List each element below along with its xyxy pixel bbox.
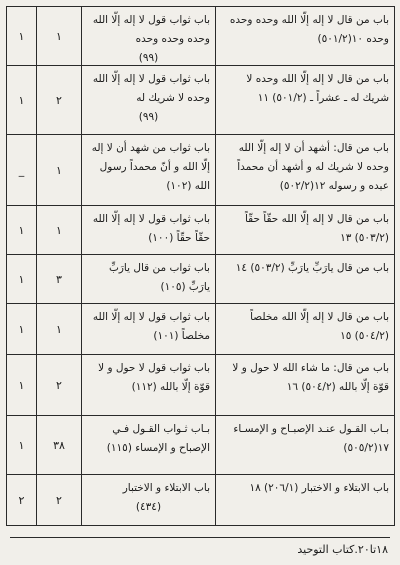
thawab-cell [81, 66, 215, 134]
thawab-title: باب ثواب من قال يارَبِّ يارَبِّ (١٠٥) [108, 262, 210, 293]
count-a-cell: ٣ [36, 255, 81, 303]
chapter-cell: باب من قال لا إله إلّا الله حقّاً حقّاً (٥٠٣/٢) ١٣ [215, 206, 394, 254]
chapter-cell: باب من قال يارَبِّ يارَبِّ (٥٠٣/٢) ١٤ [215, 255, 394, 303]
table-row [7, 66, 394, 135]
thawab-ref: (٤٣٤) [135, 501, 162, 513]
thawab-title: باب ثواب قول لا حول و لا قوّة إلّا بالله (١١٢) [98, 362, 210, 393]
chapter-cell: باب الابتلاء و الاختبار (٢٠٦/١) ١٨ [215, 475, 394, 525]
count-a-cell: ١ [36, 304, 81, 354]
chapter-cell: باب من قال لا إله إلّا الله وحده وحده وحده ١٠(٥٠١/٢) [215, 7, 394, 65]
count-b-cell: ١ [18, 379, 25, 392]
thawab-title: بـاب ثـواب القـول فـي الإصباح و الإمساء (١١٥) [106, 423, 210, 454]
count-b-cell: ١ [18, 439, 25, 452]
count-a-cell: ١ [36, 206, 81, 254]
thawab-ref: (٩٩) [138, 111, 159, 123]
thawab-cell [81, 355, 215, 415]
thawab-title: باب الابتلاء و الاختبار [122, 482, 210, 494]
count-a-cell: ٢ [36, 475, 81, 525]
count-b-cell: ١ [18, 30, 25, 43]
count-a-cell: ٢ [36, 66, 81, 134]
thawab-title: باب ثواب قول لا إله إلّا الله وحده وحده وحده [92, 14, 210, 45]
table-row [7, 255, 394, 304]
chapter-cell: باب من قال: ما شاء الله لا حول و لا قوّة إلّا بالله (٥٠٤/٢) ١٦ [215, 355, 394, 415]
table-row [7, 355, 394, 416]
footer-divider [10, 537, 390, 538]
count-b-cell: ٢ [18, 494, 25, 507]
thawab-title: باب ثواب قول لا إله إلّا الله مخلصاً (١٠١) [92, 311, 210, 342]
table-row [7, 7, 394, 66]
count-a-cell: ١ [36, 7, 81, 65]
thawab-title: باب ثواب من شهد أن لا إله إلّا الله و أنّ محمداً رسول الله (١٠٢) [91, 142, 210, 192]
thawab-cell [81, 7, 215, 65]
thawab-cell [81, 475, 215, 525]
chapter-cell: باب من قال: أشهد أن لا إله إلّا الله وحده لا شريك له و أشهد أن محمداً عبده و رسوله ١٢(٥٠٢/٢) [215, 135, 394, 205]
thawab-title: باب ثواب قول لا إله إلّا الله حقّاً حقّاً (١٠٠) [92, 213, 210, 244]
thawab-cell [81, 416, 215, 474]
count-b-cell: ١ [18, 224, 25, 237]
count-a-cell: ٣٨ [36, 416, 81, 474]
table-row [7, 206, 394, 255]
count-a-cell: ٢ [36, 355, 81, 415]
thawab-title: باب ثواب قول لا إله إلّا الله وحده لا شريك له [92, 73, 210, 104]
count-b-cell: ١ [18, 273, 25, 286]
thawab-ref: (٩٩) [138, 52, 159, 64]
table-row [7, 416, 394, 475]
table-row [7, 304, 394, 355]
table-row [7, 135, 394, 206]
chapter-cell: بـاب القـول عنـد الإصبـاح و الإمسـاء ١٧(٥٠٥/٢) [215, 416, 394, 474]
thawab-cell [81, 135, 215, 205]
page-footer: ١٨تا٢٠.كتاب التوحيد [297, 543, 388, 556]
count-a-cell: ١ [36, 135, 81, 205]
thawab-cell [81, 255, 215, 303]
table-row [7, 475, 394, 526]
comparison-table [6, 6, 395, 526]
count-b-cell: ١ [18, 94, 25, 107]
chapter-cell: باب من قال لا إله إلّا الله وحده لا شريك له ـ عشراً ـ (٥٠١/٢) ١١ [215, 66, 394, 134]
count-b-cell: _ [18, 164, 25, 177]
count-b-cell: ١ [18, 323, 25, 336]
thawab-cell [81, 206, 215, 254]
thawab-cell [81, 304, 215, 354]
chapter-cell: باب من قال لا إله إلّا الله مخلصاً (٥٠٤/٢) ١٥ [215, 304, 394, 354]
